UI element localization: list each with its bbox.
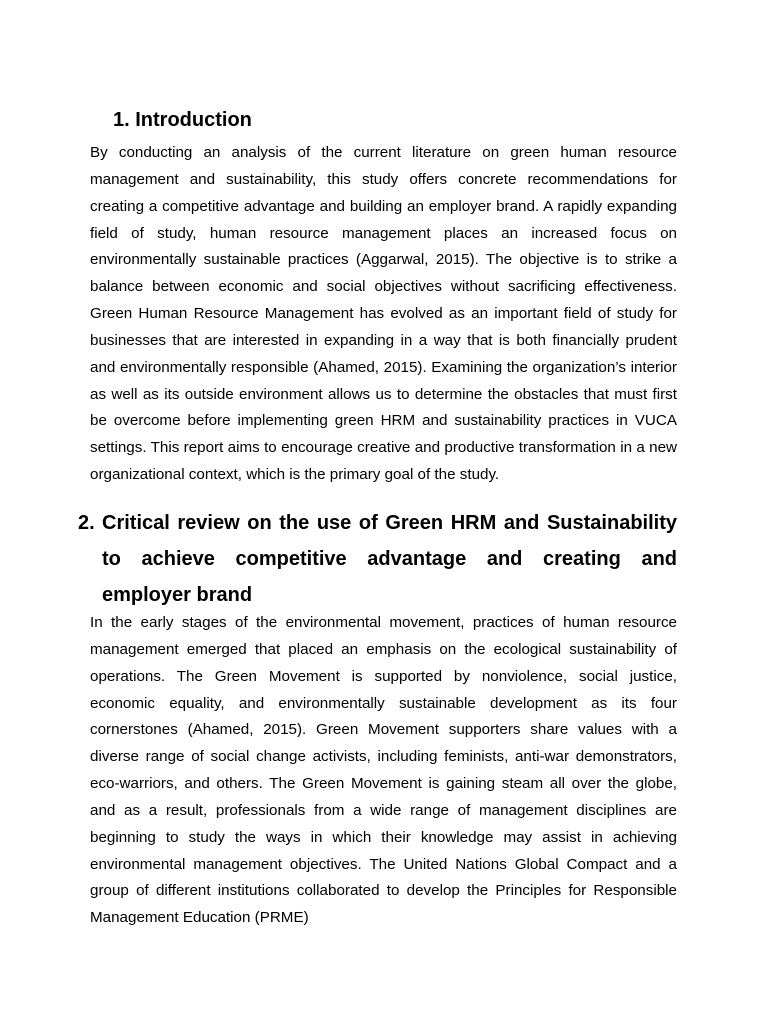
section-2-heading (78, 505, 677, 613)
section-2-number: 2. (78, 512, 95, 534)
section-1-heading: 1. Introduction (113, 109, 252, 131)
section-2-heading-text: Critical review on the use of Green HRM and Sustainability to achieve competitive advantage and creating and employer brand (102, 512, 677, 606)
section-1-paragraph: By conducting an analysis of the current literature on green human resource management and sustainability, this study offers concrete recommendations for creating a competitive advantage and building an employer brand. A rapidly expanding field of study, human resource management places an increased focus on environmentally sustainable practices (Aggarwal, 2015). The objective is to strike a balance between economic and social objectives without sacrificing effectiveness. Green Human Resource Management has evolved as an important field of study for businesses that are interested in expanding in a way that is both financially prudent and environmentally responsible (Ahamed, 2015). Examining the organization’s interior as well as its outside environment allows us to determine the obstacles that must first be overcome before implementing green HRM and sustainability practices in VUCA settings. This report aims to encourage creative and productive transformation in a new organizational context, which is the primary goal of the study. (90, 144, 677, 484)
section-2-paragraph: In the early stages of the environmental movement, practices of human resource management emerged that placed an emphasis on the ecological sustainability of operations. The Green Movement is supported by nonviolence, social justice, economic equality, and environmentally sustainable development as its four cornerstones (Ahamed, 2015). Green Movement supporters share values with a diverse range of social change activists, including feminists, anti-war demonstrators, eco-warriors, and others. The Green Movement is gaining steam all over the globe, and as a result, professionals from a wide range of management disciplines are beginning to study the ways in which their knowledge may assist in achieving environmental management objectives. The United Nations Global Compact and a group of different institutions collaborated to develop the Principles for Responsible Management Education (PRME) (90, 614, 677, 927)
